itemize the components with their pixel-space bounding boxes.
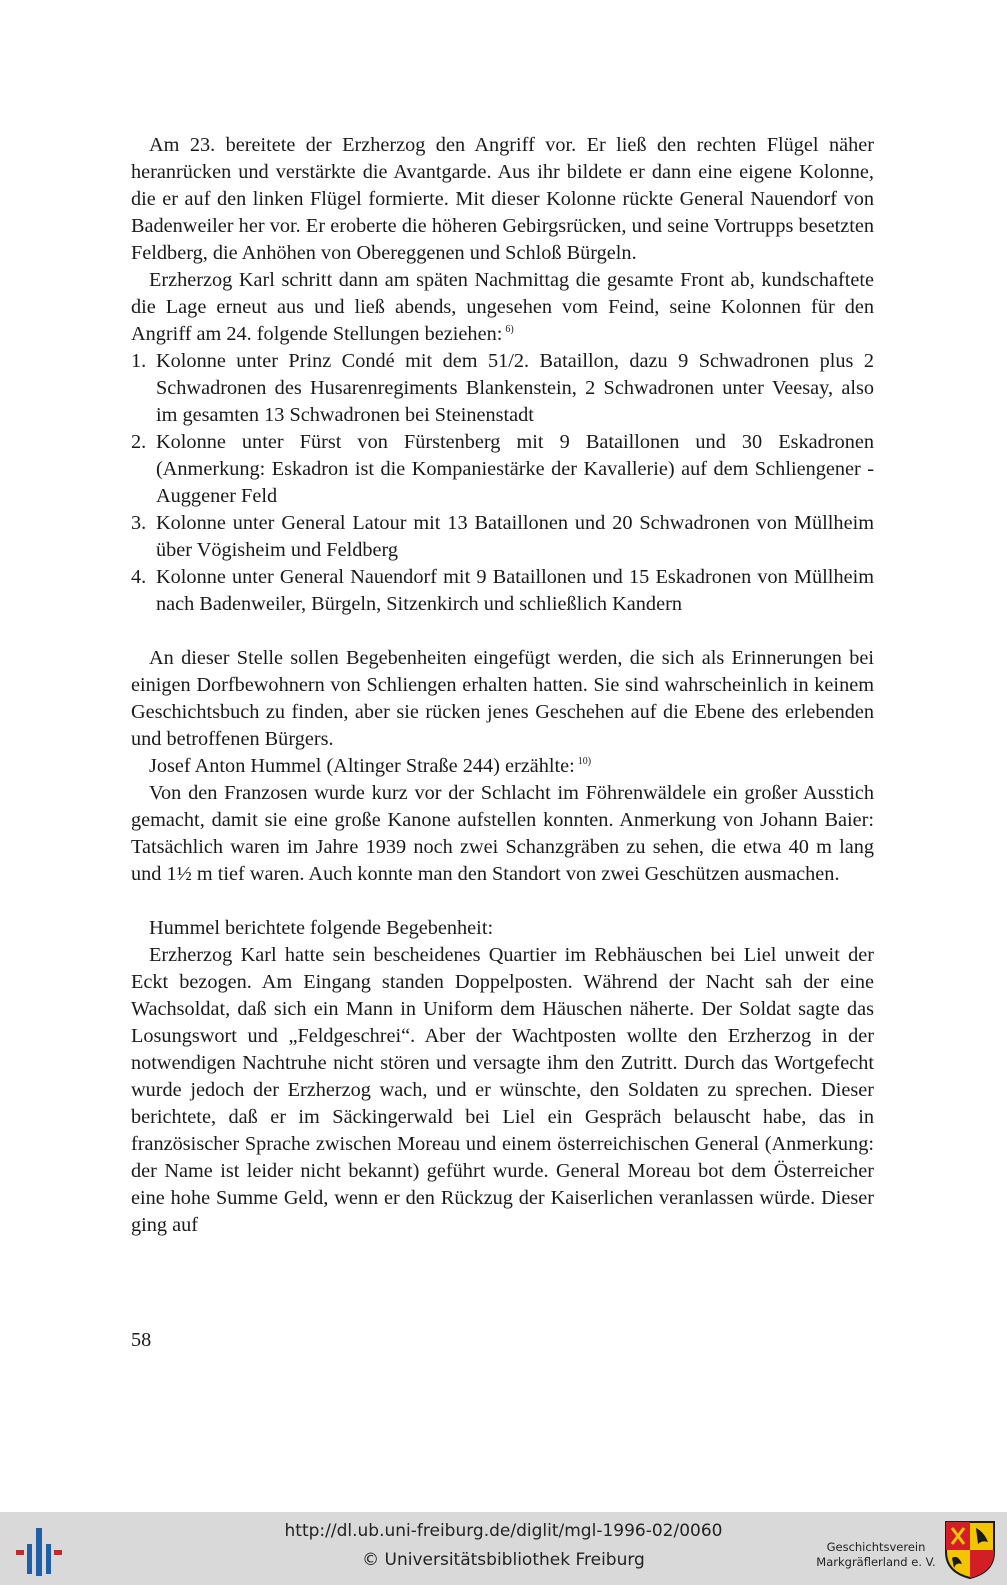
- list-text: Kolonne unter General Latour mit 13 Bataillonen und 20 Schwadronen von Müllheim über Vögisheim und Feldberg: [156, 512, 874, 561]
- paragraph: [131, 753, 874, 780]
- paragraph: [131, 267, 874, 348]
- list-number: 3.: [131, 512, 147, 534]
- paragraph: Am 23. bereitete der Erzherzog den Angriff vor. Er ließ den rechten Flügel näher heranrücken und verstärkte die Avantgarde. Aus ihr bildete er dann eine eigene Kolonne, die er auf den linken Flügel formierte. Mit dieser Kolonne rückte General Nauendorf von Badenweiler her vor. Er eroberte die höheren Gebirgsrücken, und seine Vortrupps besetzten Feldberg, die Anhöhen von Obereggenen und Schloß Bürgeln.: [131, 134, 874, 264]
- permalink-url[interactable]: http://dl.ub.uni-freiburg.de/diglit/mgl-1996-02/0060: [284, 1521, 723, 1541]
- page-number: 58: [131, 1329, 152, 1351]
- spacer: [131, 618, 874, 645]
- paragraph: Hummel berichtete folgende Begebenheit:: [149, 917, 494, 939]
- list-number: 2.: [131, 431, 147, 453]
- footnote-marker: 6): [505, 324, 514, 335]
- paragraph: An dieser Stelle sollen Begebenheiten eingefügt werden, die sich als Erinnerungen bei einigen Dorfbewohnern von Schliengen erhalten hatten. Sie sind wahrscheinlich in keinem Geschichtsbuch zu finden, aber sie rücken jenes Geschehen auf die Ebene des erlebenden und betroffenen Bürgers.: [131, 647, 874, 750]
- list-text: Kolonne unter General Nauendorf mit 9 Bataillonen und 15 Eskadronen von Müllheim nach Badenweiler, Bürgeln, Sitzenkirch und schließlich Kandern: [156, 566, 874, 615]
- paragraph-text: Josef Anton Hummel (Altinger Straße 244) erzählte:: [149, 755, 575, 777]
- copyright-notice: © Universitätsbibliothek Freiburg: [362, 1550, 645, 1570]
- list-number: 1.: [131, 350, 147, 372]
- document-body: [131, 132, 874, 1239]
- footer-bar: [0, 1512, 1007, 1585]
- society-name-line: Geschichtsverein: [826, 1540, 926, 1554]
- paragraph: Erzherzog Karl hatte sein bescheidenes Quartier im Rebhäuschen bei Liel unweit der Eckt bezogen. Am Eingang standen Doppelposten. Während der Nacht sah der eine Wachsoldat, daß sich ein Mann in Uniform dem Häuschen näherte. Der Soldat sagte das Losungswort und „Feldgeschrei“. Aber der Wachtposten wollte den Erzherzog in der notwendigen Nachtruhe nicht stören und versagte ihm den Zutritt. Durch das Wortgefecht wurde jedoch der Erzherzog wach, und er wünschte, den Soldaten zu sprechen. Dieser berichtete, daß er im Säckingerwald bei Liel ein Gespräch belauscht habe, das in französischer Sprache zwischen Moreau und einem österreichischen General (Anmerkung: der Name ist leider nicht bekannt) geführt wurde. General Moreau bot dem Österreicher eine hohe Summe Geld, wenn er den Rückzug der Kaiserlichen veranlassen würde. Dieser ging auf: [131, 944, 874, 1236]
- list-text: Kolonne unter Prinz Condé mit dem 51/2. Bataillon, dazu 9 Schwadronen plus 2 Schwadronen des Husarenregiments Blankenstein, 2 Schwadronen unter Veesay, also im gesamten 13 Schwadronen bei Steinenstadt: [156, 350, 874, 426]
- paragraph: Von den Franzosen wurde kurz vor der Schlacht im Föhrenwäldele ein großer Ausstich gemacht, damit sie eine große Kanone aufstellen konnten. Anmerkung von Johann Baier: Tatsächlich waren im Jahre 1939 noch zwei Schanzgräben zu sehen, die etwa 40 m lang und 1½ m tief waren. Auch konnte man den Standort von zwei Geschützen ausmachen.: [131, 782, 874, 885]
- paragraph-text: Erzherzog Karl schritt dann am späten Nachmittag die gesamte Front ab, kundschaftete die Lage erneut aus und ließ abends, ungesehen vom Feind, seine Kolonnen für den Angriff am 24. folgende Stellungen beziehen:: [131, 269, 874, 345]
- spacer: [131, 888, 874, 915]
- list-text: Kolonne unter Fürst von Fürstenberg mit 9 Bataillonen und 30 Eskadronen (Anmerkung: Eskadron ist die Kompaniestärke der Kavallerie) auf dem Schliengener - Auggener Feld: [156, 431, 874, 507]
- footnote-marker: 10): [577, 756, 592, 767]
- society-name: [812, 1540, 940, 1570]
- list-item: [131, 429, 874, 510]
- society-name-line: Markgräflerland e. V.: [816, 1555, 936, 1569]
- list-item: [131, 564, 874, 618]
- coat-of-arms-icon: [944, 1520, 996, 1580]
- list-number: 4.: [131, 566, 147, 588]
- list-item: [131, 510, 874, 564]
- list-item: [131, 348, 874, 429]
